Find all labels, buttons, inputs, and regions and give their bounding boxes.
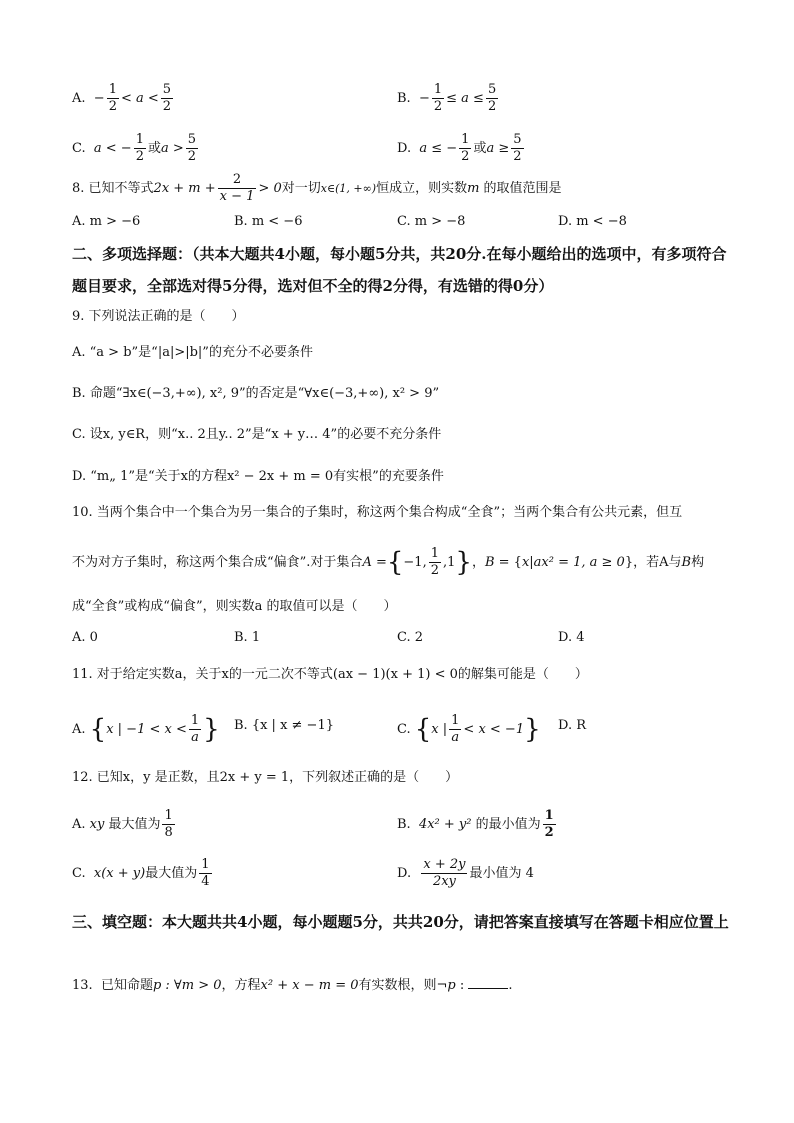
q10-option-a: A. 0 (72, 630, 98, 645)
q11-option-a: A. {x | −1 < x < $\frac{1}{a}$ } (72, 713, 220, 745)
q12-option-b: B. 4x² + y² 的最小值为 $\frac{1}{2}$ (397, 808, 554, 840)
q10-option-b: B. 1 (234, 630, 261, 645)
q7-option-b: B. − $\frac{1}{2}$ ≤ a ≤ $\frac{5}{2}$ (397, 82, 497, 114)
q10-line2: 不为对方子集时，称这两个集合成“偏食”.对于集合A ={−1, $\frac{1}{2}$ ,1}，B = {x|ax² = 1, a ≥ 0}，若A与B构 (72, 546, 705, 578)
section2-heading: 二、多项选择题：（共本大题共4小题，每小题5分共，共20分.在每小题给出的选项中，有多项符合题目要求，全部选对得5分得，选对但不全的得2分得，有选错的得0分） (72, 245, 727, 295)
q9-stem: 9. 下列说法正确的是（ ） (72, 309, 245, 324)
q10-option-d: D. 4 (558, 630, 585, 645)
q12-option-a: A. xy 最大值为 $\frac{1}{8}$ (72, 808, 173, 840)
q12-option-d: D. $\frac{x + 2y}{2xy}$ 最小值为 4 (397, 857, 534, 889)
q11-option-c: C. {x | $\frac{1}{a}$ < x < −1} (397, 713, 541, 745)
q7-option-c: C. a < − $\frac{1}{2}$ 或a > $\frac{5}{2}$ (72, 132, 197, 164)
section3-heading: 三、填空题：本大题共共4小题，每小题题5分，共共20分，请把答案直接填写在答题卡相应位置上 (72, 913, 729, 931)
q12-option-c: C. x(x + y)最大值为 $\frac{1}{4}$ (72, 857, 210, 889)
q10-line1: 10. 当两个集合中一个集合为另一集合的子集时，称这两个集合构成“全食”；当两个集合有公共元素，但互 (72, 505, 683, 520)
q9-option-d: D. “m„ 1”是“关于x的方程x² − 2x + m = 0有实根”的充要条件 (72, 469, 444, 484)
q11-option-b: B. {x | x ≠ −1} (234, 718, 334, 733)
q10-option-c: C. 2 (397, 630, 424, 645)
q11-stem: 11. 对于给定实数a，关于x的一元二次不等式(ax − 1)(x + 1) < 0的解集可能是（ ） (72, 667, 588, 682)
q9-option-b: B. 命题“∃x∈(−3,+∞), x², 9”的否定是“∀x∈(−3,+∞), x² > 9” (72, 386, 440, 401)
q8-option-c: C. m > −8 (397, 214, 466, 229)
q12-stem: 12. 已知x，y 是正数，且2x + y = 1，下列叙述正确的是（ ） (72, 770, 459, 785)
q8-stem: 8. 已知不等式2x + m + $\frac{2}{x - 1}$ > 0对一切x∈(1, +∞)恒成立，则实数m 的取值范围是 (72, 172, 562, 204)
q13-stem: 13. 已知命题p : ∀m > 0，方程x² + x − m = 0有实数根，则¬p : . (72, 978, 513, 993)
q7-option-a: A. − $\frac{1}{2}$ < a < $\frac{5}{2}$ (72, 82, 172, 114)
q9-option-c: C. 设x, y∈R，则“x.. 2且y.. 2”是“x + y… 4”的必要不充分条件 (72, 427, 442, 442)
q7-option-d: D. a ≤ − $\frac{1}{2}$ 或a ≥ $\frac{5}{2}$ (397, 132, 522, 164)
q8-option-a: A. m > −6 (72, 214, 141, 229)
q9-option-a: A. “a > b”是“|a|>|b|”的充分不必要条件 (72, 345, 313, 360)
q8-option-b: B. m < −6 (234, 214, 303, 229)
q8-option-d: D. m < −8 (558, 214, 627, 229)
q11-option-d: D. R (558, 718, 587, 733)
q10-line3: 成“全食”或构成“偏食”，则实数a 的取值可以是（ ） (72, 599, 397, 614)
